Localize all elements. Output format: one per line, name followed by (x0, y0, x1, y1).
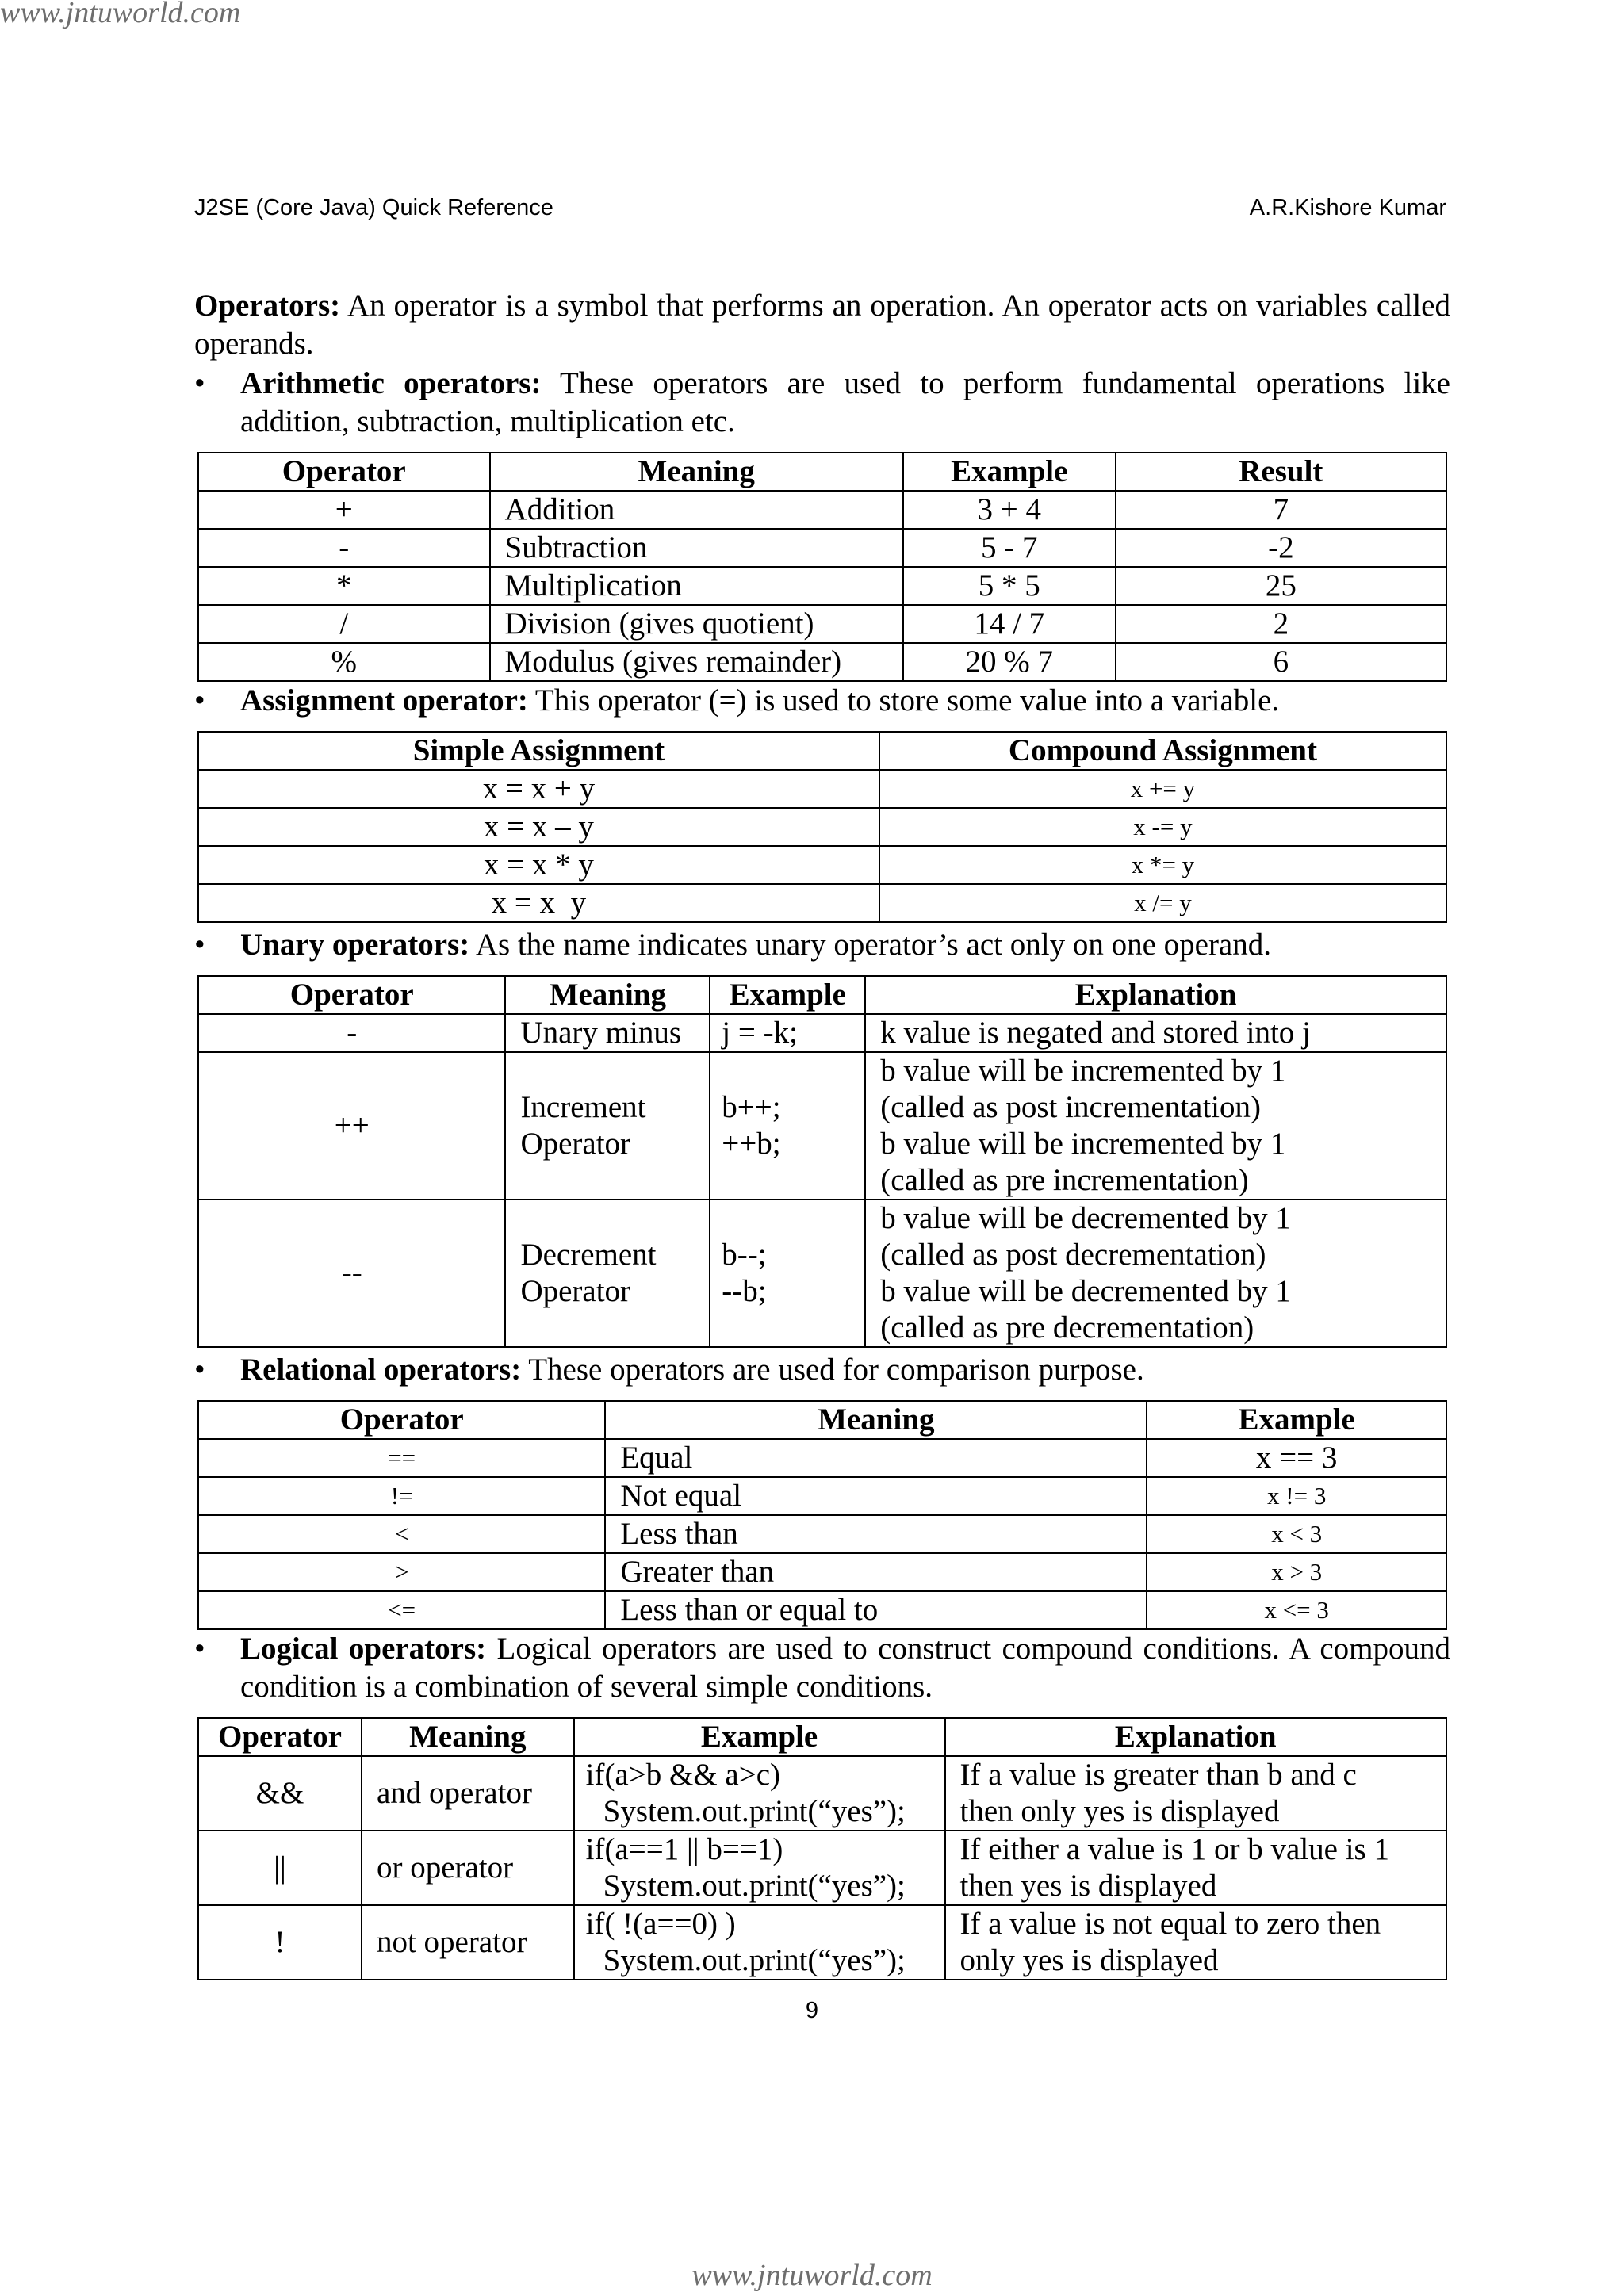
meaning-cell: or operator (362, 1831, 574, 1905)
example-cell: 5 * 5 (903, 567, 1116, 605)
example-line: ++b; (722, 1127, 781, 1161)
column-header: Example (710, 976, 865, 1014)
logical-text: Logical operators are used to construct compound conditions. A compound condition is a combination of several simple conditions. (240, 1632, 1450, 1704)
column-header: Meaning (605, 1401, 1147, 1439)
meaning-cell: Equal (605, 1439, 1147, 1477)
meaning-cell: Less than or equal to (605, 1591, 1147, 1629)
table-row (198, 1515, 1446, 1553)
explanation-cell (865, 1052, 1446, 1200)
explanation-cell: k value is negated and stored into j (865, 1014, 1446, 1052)
meaning-cell: Greater than (605, 1553, 1147, 1591)
example-cell: 3 + 4 (903, 491, 1116, 529)
meaning-line: Operator (520, 1127, 631, 1161)
unary-bullet (194, 926, 1450, 964)
bullet-icon: • (194, 366, 205, 400)
explanation-line: If a value is greater than b and c (959, 1758, 1357, 1792)
meaning-cell: Addition (490, 491, 903, 529)
example-cell (574, 1831, 945, 1905)
example-cell (710, 1200, 865, 1347)
table-header-row (198, 732, 1446, 770)
arithmetic-table (197, 452, 1447, 682)
example-cell: 20 % 7 (903, 643, 1116, 681)
table-row (198, 643, 1446, 681)
operator-cell: - (198, 529, 490, 567)
operator-cell: ! (198, 1905, 362, 1980)
table-row (198, 808, 1446, 846)
table-row (198, 1756, 1446, 1831)
assignment-bullet (194, 682, 1450, 720)
relational-bullet (194, 1351, 1450, 1389)
arithmetic-label: Arithmetic operators: (240, 366, 542, 400)
unary-table (197, 975, 1447, 1348)
example-line: if(a==1 || b==1) (585, 1832, 783, 1866)
table-row (198, 1014, 1446, 1052)
arithmetic-bullet (194, 365, 1450, 441)
page-content (194, 287, 1450, 1980)
example-line: if( !(a==0) ) (585, 1907, 736, 1941)
table-row (198, 1200, 1446, 1347)
table-row (198, 1052, 1446, 1200)
meaning-cell: Subtraction (490, 529, 903, 567)
meaning-line: Increment (520, 1090, 646, 1124)
column-header: Example (903, 453, 1116, 491)
example-line: System.out.print(“yes”); (603, 1794, 906, 1828)
example-cell: x == 3 (1147, 1439, 1446, 1477)
example-cell: x > 3 (1147, 1553, 1446, 1591)
example-cell: x <= 3 (1147, 1591, 1446, 1629)
operator-cell: -- (198, 1200, 505, 1347)
operator-cell: - (198, 1014, 505, 1052)
meaning-line: Operator (520, 1274, 631, 1308)
example-cell: x < 3 (1147, 1515, 1446, 1553)
operator-cell: || (198, 1831, 362, 1905)
arithmetic-text: These operators are used to perform fundamental operations like addition, subtraction, multiplication etc. (240, 366, 1450, 438)
compound-cell: x /= y (879, 884, 1446, 922)
table-row (198, 1439, 1446, 1477)
bullet-icon: • (194, 1632, 205, 1666)
meaning-line: Decrement (520, 1238, 657, 1272)
example-cell: j = -k; (710, 1014, 865, 1052)
intro-label: Operators: (194, 289, 341, 323)
simple-cell: x = x y (198, 884, 879, 922)
assignment-table (197, 731, 1447, 923)
example-cell (574, 1756, 945, 1831)
intro-paragraph (194, 287, 1450, 363)
example-line: System.out.print(“yes”); (603, 1943, 906, 1977)
column-header: Meaning (505, 976, 710, 1014)
meaning-cell: Not equal (605, 1477, 1147, 1515)
relational-label: Relational operators: (240, 1353, 522, 1387)
column-header: Result (1116, 453, 1446, 491)
example-line: --b; (722, 1274, 767, 1308)
operator-cell: == (198, 1439, 605, 1477)
table-row (198, 770, 1446, 808)
meaning-cell: Multiplication (490, 567, 903, 605)
column-header: Meaning (362, 1718, 574, 1756)
column-header: Explanation (945, 1718, 1447, 1756)
compound-cell: x += y (879, 770, 1446, 808)
page-header (194, 195, 1446, 230)
page-number: 9 (805, 1998, 819, 2023)
explanation-line: then yes is displayed (959, 1869, 1217, 1903)
operator-cell: > (198, 1553, 605, 1591)
simple-cell: x = x – y (198, 808, 879, 846)
bullet-icon: • (194, 1353, 205, 1387)
assignment-text: This operator (=) is used to store some value into a variable. (527, 683, 1280, 718)
operator-cell: * (198, 567, 490, 605)
unary-text: As the name indicates unary operator’s act only on one operand. (469, 928, 1271, 962)
column-header: Compound Assignment (879, 732, 1446, 770)
watermark-top: www.jntuworld.com (0, 0, 241, 29)
explanation-line: b value will be incremented by 1 (880, 1054, 1286, 1088)
example-cell: x != 3 (1147, 1477, 1446, 1515)
example-line: b++; (722, 1090, 781, 1124)
relational-table (197, 1400, 1447, 1630)
example-line: if(a>b && a>c) (585, 1758, 781, 1792)
column-header: Operator (198, 1718, 362, 1756)
explanation-line: b value will be decremented by 1 (880, 1201, 1291, 1235)
table-header-row (198, 453, 1446, 491)
example-cell (574, 1905, 945, 1980)
operator-cell: && (198, 1756, 362, 1831)
result-cell: 7 (1116, 491, 1446, 529)
relational-text: These operators are used for comparison purpose. (521, 1353, 1144, 1387)
compound-cell: x *= y (879, 846, 1446, 884)
table-row (198, 1831, 1446, 1905)
meaning-cell: and operator (362, 1756, 574, 1831)
explanation-line: If either a value is 1 or b value is 1 (959, 1832, 1389, 1866)
column-header: Example (574, 1718, 945, 1756)
example-cell (710, 1052, 865, 1200)
operator-cell: ++ (198, 1052, 505, 1200)
column-header: Meaning (490, 453, 903, 491)
table-row (198, 1905, 1446, 1980)
bullet-icon: • (194, 928, 205, 962)
explanation-line: then only yes is displayed (959, 1794, 1280, 1828)
explanation-line: only yes is displayed (959, 1943, 1219, 1977)
simple-cell: x = x * y (198, 846, 879, 884)
example-line: System.out.print(“yes”); (603, 1869, 906, 1903)
logical-table (197, 1717, 1447, 1980)
example-cell: 14 / 7 (903, 605, 1116, 643)
watermark-bottom: www.jntuworld.com (691, 2259, 933, 2292)
column-header: Operator (198, 976, 505, 1014)
meaning-cell: Less than (605, 1515, 1147, 1553)
operator-cell: % (198, 643, 490, 681)
meaning-cell: Modulus (gives remainder) (490, 643, 903, 681)
explanation-line: (called as post incrementation) (880, 1090, 1261, 1124)
explanation-cell (945, 1905, 1447, 1980)
explanation-line: b value will be incremented by 1 (880, 1127, 1286, 1161)
operator-cell: / (198, 605, 490, 643)
intro-text: An operator is a symbol that performs an operation. An operator acts on variables called operands. (194, 289, 1450, 361)
column-header: Operator (198, 453, 490, 491)
meaning-cell: not operator (362, 1905, 574, 1980)
table-row (198, 605, 1446, 643)
result-cell: -2 (1116, 529, 1446, 567)
result-cell: 2 (1116, 605, 1446, 643)
explanation-cell (945, 1756, 1447, 1831)
bullet-icon: • (194, 683, 205, 718)
simple-cell: x = x + y (198, 770, 879, 808)
explanation-line: If a value is not equal to zero then (959, 1907, 1381, 1941)
explanation-line: (called as post decrementation) (880, 1238, 1266, 1272)
table-row (198, 529, 1446, 567)
table-row (198, 884, 1446, 922)
compound-cell: x -= y (879, 808, 1446, 846)
assignment-label: Assignment operator: (240, 683, 528, 718)
unary-label: Unary operators: (240, 928, 470, 962)
logical-label: Logical operators: (240, 1632, 487, 1666)
table-row (198, 1553, 1446, 1591)
header-author: A.R.Kishore Kumar (1249, 195, 1446, 220)
example-cell: 5 - 7 (903, 529, 1116, 567)
table-row (198, 491, 1446, 529)
column-header: Operator (198, 1401, 605, 1439)
result-cell: 6 (1116, 643, 1446, 681)
example-line: b--; (722, 1238, 767, 1272)
explanation-line: b value will be decremented by 1 (880, 1274, 1291, 1308)
explanation-cell (945, 1831, 1447, 1905)
table-header-row (198, 1401, 1446, 1439)
meaning-cell: Division (gives quotient) (490, 605, 903, 643)
table-row (198, 1591, 1446, 1629)
meaning-cell (505, 1052, 710, 1200)
column-header: Explanation (865, 976, 1446, 1014)
explanation-cell (865, 1200, 1446, 1347)
logical-bullet (194, 1630, 1450, 1706)
meaning-cell (505, 1200, 710, 1347)
explanation-line: (called as pre incrementation) (880, 1163, 1249, 1197)
table-header-row (198, 1718, 1446, 1756)
explanation-line: (called as pre decrementation) (880, 1311, 1254, 1345)
column-header: Example (1147, 1401, 1446, 1439)
table-row (198, 567, 1446, 605)
result-cell: 25 (1116, 567, 1446, 605)
column-header: Simple Assignment (198, 732, 879, 770)
table-header-row (198, 976, 1446, 1014)
operator-cell: + (198, 491, 490, 529)
operator-cell: != (198, 1477, 605, 1515)
header-title: J2SE (Core Java) Quick Reference (194, 195, 553, 220)
meaning-cell: Unary minus (505, 1014, 710, 1052)
operator-cell: <= (198, 1591, 605, 1629)
table-row (198, 1477, 1446, 1515)
table-row (198, 846, 1446, 884)
operator-cell: < (198, 1515, 605, 1553)
